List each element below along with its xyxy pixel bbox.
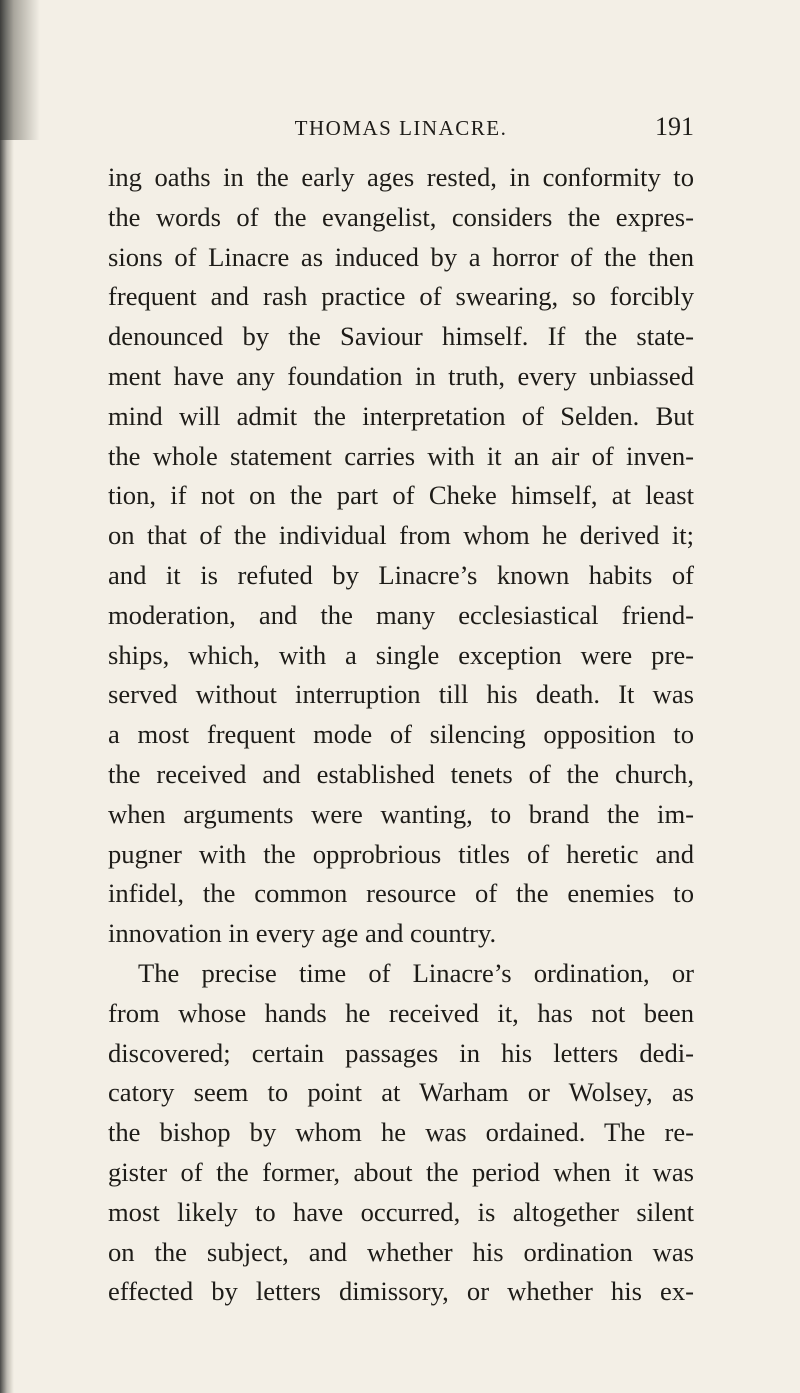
text-line: most likely to have occurred, is altogether silent <box>108 1196 694 1227</box>
text-line: the received and established tenets of the church, <box>108 758 694 789</box>
text-line: pugner with the opprobrious titles of heretic and <box>108 838 694 869</box>
text-line: tion, if not on the part of Cheke himself, at least <box>108 480 694 511</box>
text-line: the bishop by whom he was ordained. The re- <box>108 1117 694 1148</box>
text-line: frequent and rash practice of swearing, so forcibly <box>108 281 694 312</box>
text-line: discovered; certain passages in his letters dedi- <box>108 1037 694 1068</box>
page-header <box>108 112 694 146</box>
text-line: served without interruption till his death. It was <box>108 679 694 710</box>
text-line: gister of the former, about the period when it was <box>108 1156 694 1187</box>
paragraph-2 <box>108 954 694 1312</box>
paragraph-1 <box>108 158 694 954</box>
page-binding-shadow <box>0 0 40 140</box>
text-line: ships, which, with a single exception were pre- <box>108 639 694 670</box>
text-line: and it is refuted by Linacre’s known habits of <box>108 559 694 590</box>
page-binding-edge <box>0 0 14 1393</box>
text-line: moderation, and the many ecclesiastical friend- <box>108 599 694 630</box>
text-line: the words of the evangelist, considers the expres- <box>108 201 694 232</box>
body-text <box>108 158 694 1312</box>
text-line: when arguments were wanting, to brand the im- <box>108 798 694 829</box>
text-line: sions of Linacre as induced by a horror of the then <box>108 241 694 272</box>
running-title: THOMAS LINACRE. <box>294 116 508 140</box>
page-number: 191 <box>655 112 694 141</box>
text-line: catory seem to point at Warham or Wolsey, as <box>108 1077 694 1108</box>
text-line: The precise time of Linacre’s ordination, or <box>138 957 694 988</box>
text-line: infidel, the common resource of the enemies to <box>108 878 694 909</box>
text-line: innovation in every age and country. <box>108 918 497 949</box>
text-line: effected by letters dimissory, or whether his ex- <box>108 1276 694 1307</box>
text-line: the whole statement carries with it an air of inven- <box>108 440 694 471</box>
text-line: ing oaths in the early ages rested, in conformity to <box>108 162 694 192</box>
text-line: denounced by the Saviour himself. If the state- <box>108 321 694 352</box>
text-line: ment have any foundation in truth, every unbiassed <box>108 360 694 391</box>
text-line: on the subject, and whether his ordination was <box>108 1236 694 1267</box>
text-line: mind will admit the interpretation of Selden. But <box>108 400 694 431</box>
text-line: a most frequent mode of silencing opposition to <box>108 719 694 750</box>
text-line: on that of the individual from whom he derived it; <box>108 520 694 551</box>
text-line: from whose hands he received it, has not been <box>108 997 694 1028</box>
